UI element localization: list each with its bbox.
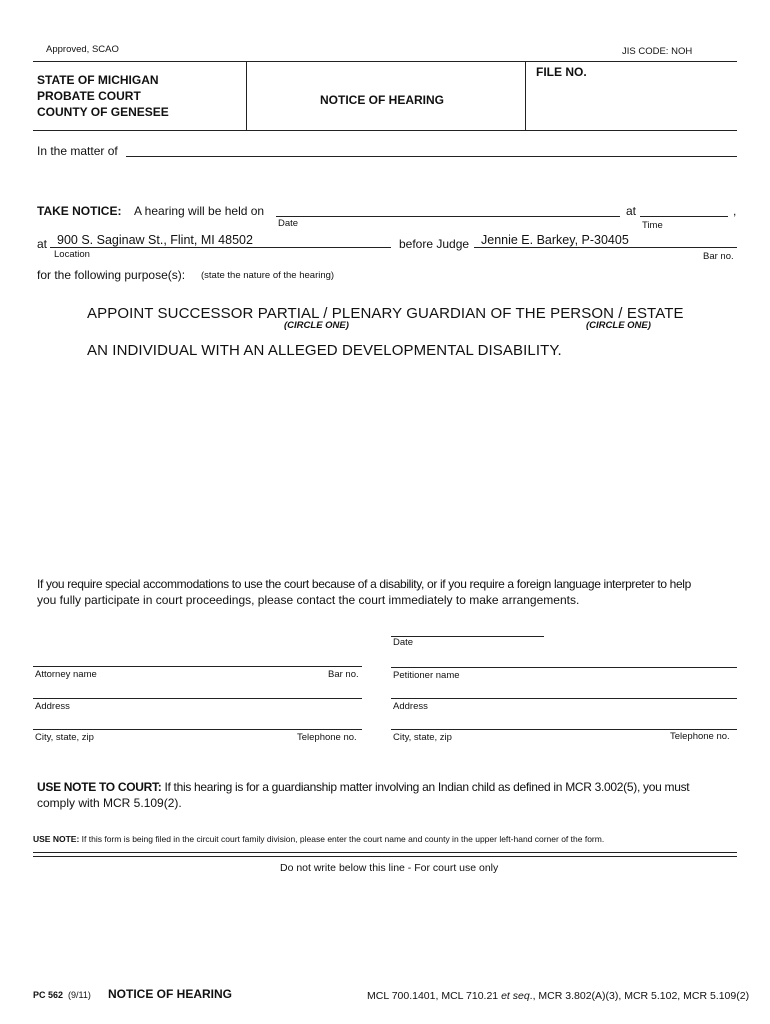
form-number <box>33 990 91 1000</box>
purpose-line-2[interactable]: AN INDIVIDUAL WITH AN ALLEGED DEVELOPMENTAL DISABILITY. <box>87 342 562 359</box>
circle-one-caption-a: (CIRCLE ONE) <box>284 320 349 331</box>
attorney-name-field-line[interactable] <box>33 666 362 667</box>
purpose-hint: (state the nature of the hearing) <box>201 270 335 281</box>
use-note-court <box>37 780 689 794</box>
header-top-rule <box>33 61 737 62</box>
judge-bar-no-caption: Bar no. <box>703 251 734 262</box>
location-field-line[interactable] <box>50 247 391 248</box>
attorney-telephone-caption: Telephone no. <box>297 732 357 743</box>
use-note <box>33 834 604 844</box>
petitioner-address-field-line[interactable] <box>391 698 737 699</box>
date-field-line[interactable] <box>391 636 544 637</box>
hearing-time-field-line[interactable] <box>640 216 728 217</box>
approval-note: Approved, SCAO <box>46 44 119 55</box>
petitioner-address-caption: Address <box>393 701 428 712</box>
hearing-date-field-line[interactable] <box>276 216 620 217</box>
purpose-line-1[interactable]: APPOINT SUCCESSOR PARTIAL / PLENARY GUARDIAN OF THE PERSON / ESTATE <box>87 305 684 322</box>
citation-et-seq: et seq <box>501 990 530 1002</box>
hearing-date-caption: Date <box>278 218 299 229</box>
file-no-label: FILE NO. <box>536 65 587 79</box>
petitioner-city-caption: City, state, zip <box>393 732 452 743</box>
judge-field-line[interactable] <box>474 247 737 248</box>
form-no: PC 562 <box>33 990 64 1000</box>
date-caption: Date <box>393 637 414 648</box>
use-note-court-line-2: comply with MCR 5.109(2). <box>37 796 182 810</box>
citation-part-a: MCL 700.1401, MCL 710.21 <box>367 990 502 1002</box>
header-bottom-rule <box>33 130 737 131</box>
court-county: COUNTY OF GENESEE <box>37 105 169 119</box>
location-caption: Location <box>54 249 90 260</box>
footer-title: NOTICE OF HEARING <box>108 987 233 1001</box>
form-revision: (9/11) <box>68 990 91 1000</box>
take-notice-text: A hearing will be held on <box>134 204 265 218</box>
attorney-address-caption: Address <box>35 701 70 712</box>
petitioner-name-caption: Petitioner name <box>393 670 460 681</box>
location-at-label: at <box>37 237 48 251</box>
court-state: STATE OF MICHIGAN <box>37 73 159 87</box>
court-use-rule-2 <box>33 856 737 857</box>
purpose-label: for the following purpose(s): <box>37 268 186 282</box>
location-value[interactable]: 900 S. Saginaw St., Flint, MI 48502 <box>57 233 253 247</box>
petitioner-signature-line[interactable] <box>391 667 737 668</box>
take-notice-label: TAKE NOTICE: <box>37 204 122 218</box>
hearing-at-label: at <box>626 204 637 218</box>
form-title: NOTICE OF HEARING <box>320 93 445 107</box>
circle-one-caption-b: (CIRCLE ONE) <box>586 320 651 331</box>
hearing-time-caption: Time <box>642 220 663 231</box>
petitioner-telephone-caption: Telephone no. <box>670 731 730 742</box>
matter-field-line[interactable] <box>126 156 737 157</box>
matter-label: In the matter of <box>37 144 118 158</box>
attorney-city-caption: City, state, zip <box>35 732 94 743</box>
accommodations-line-1: If you require special accommodations to use the court because of a disability, or if you require a foreign language interpreter to help <box>37 577 691 591</box>
citation-part-b: ., MCR 3.802(A)(3), MCR 5.102, MCR 5.109(2) <box>529 990 750 1002</box>
header-divider-left <box>246 61 247 130</box>
use-note-label: USE NOTE: <box>33 834 80 844</box>
court-use-only-note: Do not write below this line - For court use only <box>280 862 499 874</box>
judge-value[interactable]: Jennie E. Barkey, P-30405 <box>481 233 629 247</box>
use-note-court-label: USE NOTE TO COURT: <box>37 780 162 794</box>
before-judge-label: before Judge <box>399 237 470 251</box>
attorney-name-caption: Attorney name <box>35 669 97 680</box>
attorney-address-field-line[interactable] <box>33 698 362 699</box>
use-note-text: If this form is being filed in the circuit court family division, please enter the court name and county in the upper left-hand corner of the form. <box>81 834 605 844</box>
hearing-comma: , <box>733 204 737 218</box>
footer-citation <box>367 990 749 1002</box>
jis-code: JIS CODE: NOH <box>622 46 693 57</box>
petitioner-city-field-line[interactable] <box>391 729 737 730</box>
court-name: PROBATE COURT <box>37 89 141 103</box>
header-divider-right <box>525 61 526 130</box>
accommodations-line-2: you fully participate in court proceedings, please contact the court immediately to make arrangements. <box>37 593 580 607</box>
use-note-court-text: If this hearing is for a guardianship matter involving an Indian child as defined in MCR 3.002(5), you must <box>164 780 690 794</box>
attorney-bar-no-caption: Bar no. <box>328 669 359 680</box>
court-use-rule-1 <box>33 852 737 853</box>
attorney-city-field-line[interactable] <box>33 729 362 730</box>
